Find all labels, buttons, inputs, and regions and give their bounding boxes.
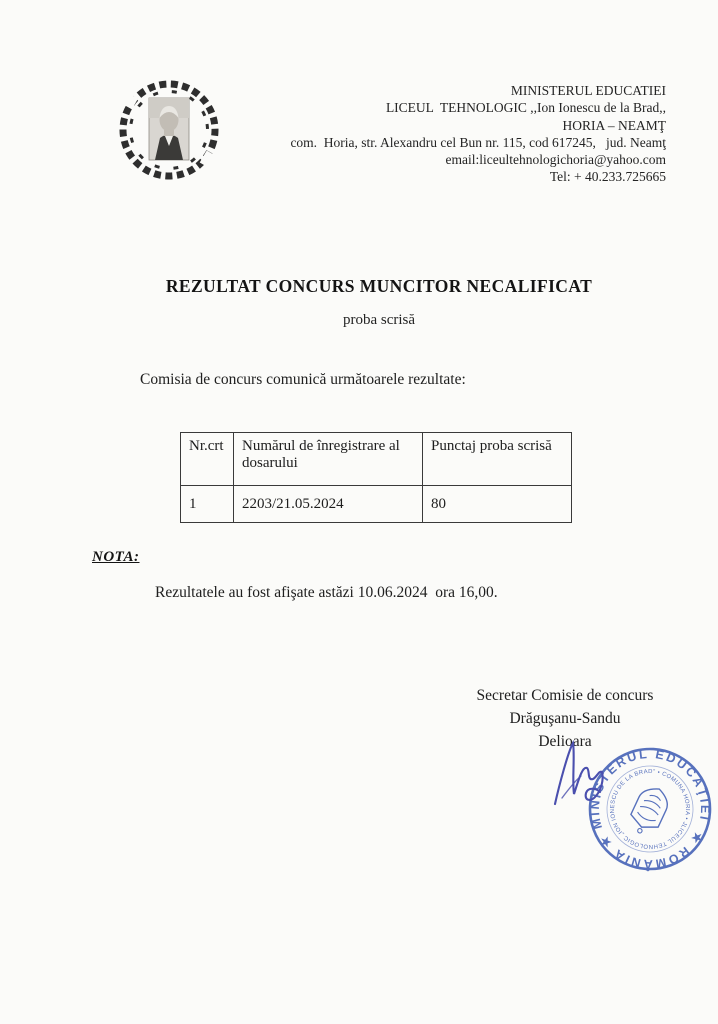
signature-name: Drăguşanu-Sandu: [509, 710, 621, 727]
cell-nr: 1: [181, 486, 234, 523]
table-row: [181, 486, 572, 523]
nota-label: NOTA:: [92, 549, 140, 565]
col-header-score: Punctaj proba scrisă: [423, 433, 572, 486]
school-logo: [118, 68, 220, 196]
letterhead: [290, 82, 666, 186]
page-title: REZULTAT CONCURS MUNCITOR NECALIFICAT: [165, 276, 593, 296]
wheat-wreath-logo-icon: [118, 68, 220, 196]
stamp-coat-of-arms-icon: [625, 783, 673, 839]
stamp-inner-ring-text: LICEUL TEHNOLOGIC „ION IONESCU DE LA BRAD” • COMUNA HORIA • JUDEŢUL NEAMŢ: [609, 768, 691, 850]
table-header-row: [181, 433, 572, 486]
signature-role: Secretar Comisie de concurs: [476, 687, 654, 704]
results-note: Rezultatele au fost afişate astăzi 10.06.2024 ora 16,00.: [155, 584, 498, 601]
signature-surname: Delioara: [538, 733, 592, 750]
stamp-outer-ring-text: ★ ROMÂNIA ★ MINISTERUL EDUCAŢIEI: [587, 746, 713, 872]
cell-score: 80: [423, 486, 572, 523]
cell-registration: 2203/21.05.2024: [234, 486, 423, 523]
col-header-nr: Nr.crt: [181, 433, 234, 486]
letterhead-line-ministry: MINISTERUL EDUCATIEI: [510, 83, 666, 98]
page-subtitle: proba scrisă: [342, 312, 416, 328]
letterhead-line-address: com. Horia, str. Alexandru cel Bun nr. 115, cod 617245, jud. Neamţ: [290, 134, 666, 150]
results-table: [180, 432, 572, 523]
letterhead-line-email: email:liceultehnologichoria@yahoo.com: [445, 152, 666, 168]
intro-text: Comisia de concurs comunică următoarele rezultate:: [140, 371, 466, 388]
letterhead-line-locality: HORIA – NEAMŢ: [562, 117, 666, 133]
letterhead-line-phone: Tel: + 40.233.725665: [549, 169, 666, 185]
letterhead-line-school: LICEUL TEHNOLOGIC ,,Ion Ionescu de la Brad,,: [385, 100, 666, 116]
col-header-registration: Numărul de înregistrare al dosarului: [234, 433, 423, 486]
handwritten-signature: [548, 738, 618, 820]
